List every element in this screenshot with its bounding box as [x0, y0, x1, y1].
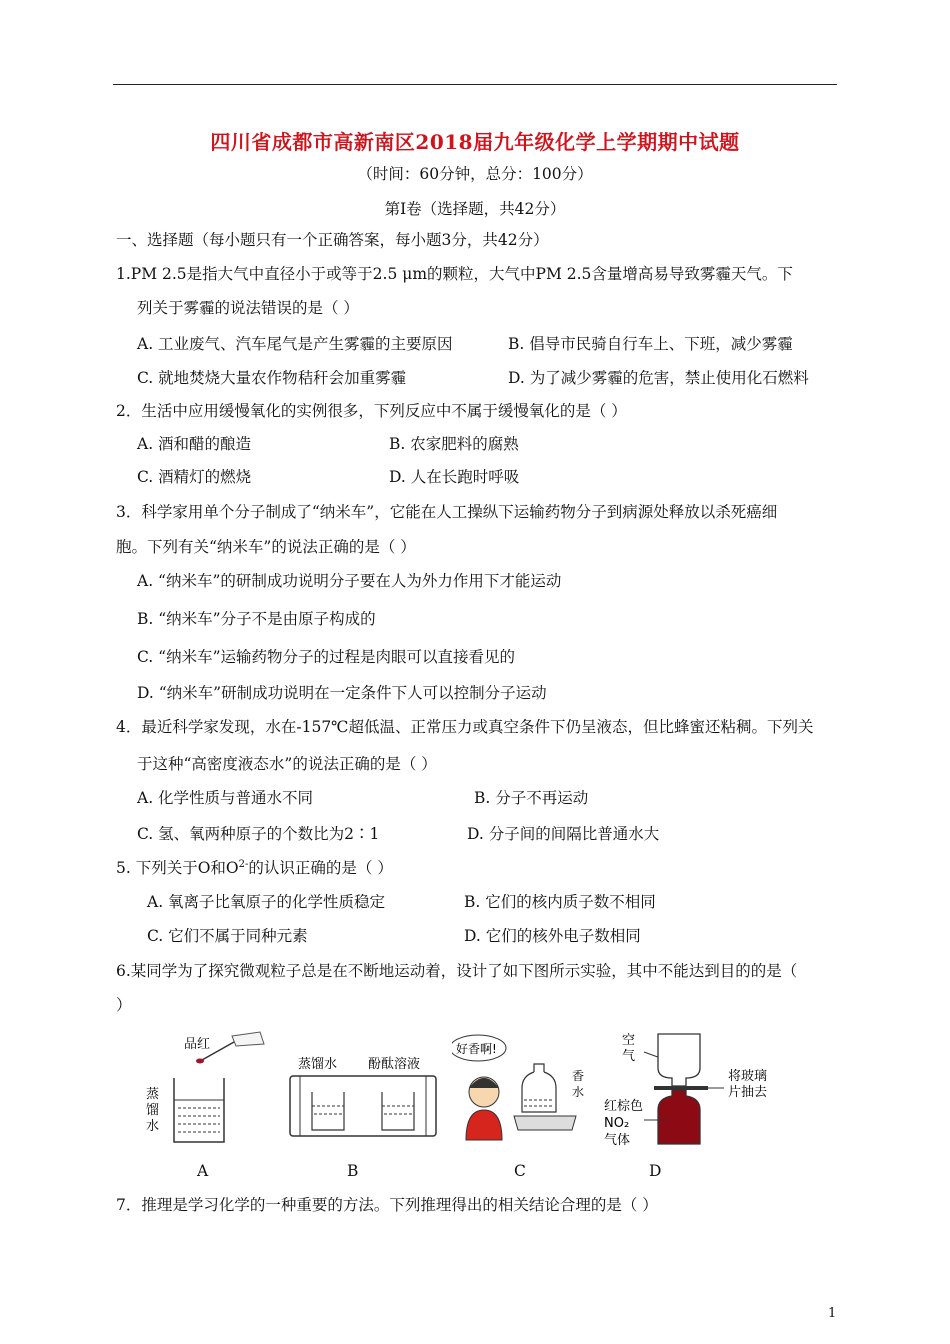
q5-option-a: A. 氧离子比氧原子的化学性质稳定 — [147, 893, 386, 911]
q3-stem-line1: 3．科学家用单个分子制成了“纳米车”，它能在人工操纵下运输药物分子到病源处释放以杀死癌细 — [116, 503, 778, 521]
q4-option-b: B. 分子不再运动 — [474, 789, 589, 807]
svg-text:气: 气 — [622, 1049, 636, 1064]
svg-text:片抽去: 片抽去 — [728, 1085, 768, 1100]
svg-text:NO₂: NO₂ — [604, 1116, 630, 1131]
svg-text:水: 水 — [572, 1085, 585, 1099]
figure-a-label: A — [197, 1162, 209, 1180]
q4-option-c: C. 氢、氧两种原子的个数比为2∶1 — [137, 825, 380, 843]
svg-text:水: 水 — [146, 1119, 160, 1134]
figure-d-diagram — [596, 1030, 786, 1154]
figure-c-diagram — [452, 1030, 592, 1152]
q2-option-c: C. 酒精灯的燃烧 — [137, 468, 252, 486]
crystal-icon — [196, 1059, 204, 1064]
q3-option-a: A. “纳米车”的研制成功说明分子要在人为外力作用下才能运动 — [137, 572, 562, 590]
q3-option-d: D. “纳米车”研制成功说明在一定条件下人可以控制分子运动 — [137, 684, 547, 702]
q6-stem-line2: ） — [116, 996, 132, 1014]
figure-a-diagram — [140, 1030, 270, 1150]
q3-option-b: B. “纳米车”分子不是由原子构成的 — [137, 610, 376, 628]
svg-text:馏: 馏 — [146, 1103, 160, 1118]
q4-stem-line2: 于这种“高密度液态水”的说法正确的是（ ） — [137, 755, 437, 773]
time-info: （时间：60分钟，总分：100分） — [357, 165, 593, 183]
figure-b-label: B — [347, 1162, 359, 1180]
svg-text:气体: 气体 — [604, 1133, 631, 1148]
q2-stem: 2．生活中应用缓慢氧化的实例很多，下列反应中不属于缓慢氧化的是（ ） — [116, 402, 627, 420]
svg-text:好香啊!: 好香啊! — [456, 1042, 497, 1056]
q4-stem-line1: 4．最近科学家发现，水在-157℃超低温、正常压力或真空条件下仍呈液态，但比蜂蜜还粘稠。下列关 — [116, 718, 814, 736]
svg-text:空: 空 — [622, 1033, 636, 1048]
q5-option-d: D. 它们的核外电子数相同 — [464, 927, 641, 945]
q1-option-b: B. 倡导市民骑自行车上、下班，减少雾霾 — [508, 335, 793, 353]
page-number: 1 — [828, 1306, 837, 1321]
q3-stem-line2: 胞。下列有关“纳米车”的说法正确的是（ ） — [116, 538, 416, 556]
beaker-right-icon — [382, 1092, 414, 1130]
volume-heading: 第Ⅰ卷（选择题，共42分） — [384, 200, 566, 218]
beaker-left-icon — [312, 1092, 344, 1130]
no2-jar-icon — [658, 1090, 700, 1144]
figure-d-label: D — [649, 1162, 662, 1180]
svg-text:红棕色: 红棕色 — [604, 1099, 644, 1114]
q1-option-a: A. 工业废气、汽车尾气是产生雾霾的主要原因 — [137, 335, 453, 353]
q7-stem: 7．推理是学习化学的一种重要的方法。下列推理得出的相关结论合理的是（ ） — [116, 1196, 658, 1214]
q2-option-b: B. 农家肥料的腐熟 — [389, 435, 519, 453]
svg-text:蒸馏水: 蒸馏水 — [298, 1057, 338, 1072]
q2-option-a: A. 酒和醋的酿造 — [137, 435, 252, 453]
q5-option-b: B. 它们的核内质子数不相同 — [464, 893, 656, 911]
q1-option-c: C. 就地焚烧大量农作物秸秆会加重雾霾 — [137, 369, 407, 387]
figure-b-diagram — [282, 1030, 442, 1150]
q1-stem-line2: 列关于雾霾的说法错误的是（ ） — [137, 299, 359, 317]
q5-option-c: C. 它们不属于同种元素 — [147, 927, 308, 945]
svg-text:将玻璃: 将玻璃 — [728, 1069, 768, 1084]
hand-icon — [232, 1032, 264, 1046]
figure-a-pin-label: 品红 — [184, 1037, 211, 1052]
q1-stem-line1: 1.PM 2.5是指大气中直径小于或等于2.5 μm的颗粒，大气中PM 2.5含量增高易导致雾霾天气。下 — [116, 265, 793, 283]
q4-option-a: A. 化学性质与普通水不同 — [137, 789, 314, 807]
svg-text:酚酞溶液: 酚酞溶液 — [368, 1057, 421, 1072]
svg-text:香: 香 — [572, 1069, 585, 1083]
section-heading: 一、选择题（每小题只有一个正确答案，每小题3分，共42分） — [116, 231, 549, 249]
svg-text:蒸: 蒸 — [146, 1087, 160, 1102]
q2-option-d: D. 人在长跑时呼吸 — [389, 468, 520, 486]
q3-option-c: C. “纳米车”运输药物分子的过程是肉眼可以直接看见的 — [137, 648, 516, 666]
q4-option-d: D. 分子间的间隔比普通水大 — [467, 825, 660, 843]
figure-c-label: C — [514, 1162, 526, 1180]
header-rule — [113, 84, 837, 85]
q6-stem-line1: 6.某同学为了探究微观粒子总是在不断地运动着，设计了如下图所示实验，其中不能达到目的的是（ — [116, 962, 798, 980]
q1-option-d: D. 为了减少雾霾的危害，禁止使用化石燃料 — [508, 369, 809, 387]
person-body-icon — [466, 1110, 502, 1140]
q5-stem: 5. 下列关于O和$O^{2-}$的认识正确的是（ ） — [116, 858, 393, 877]
upper-jar-icon — [658, 1034, 700, 1086]
page-title: 四川省成都市高新南区2018届九年级化学上学期期中试题 — [210, 130, 740, 154]
